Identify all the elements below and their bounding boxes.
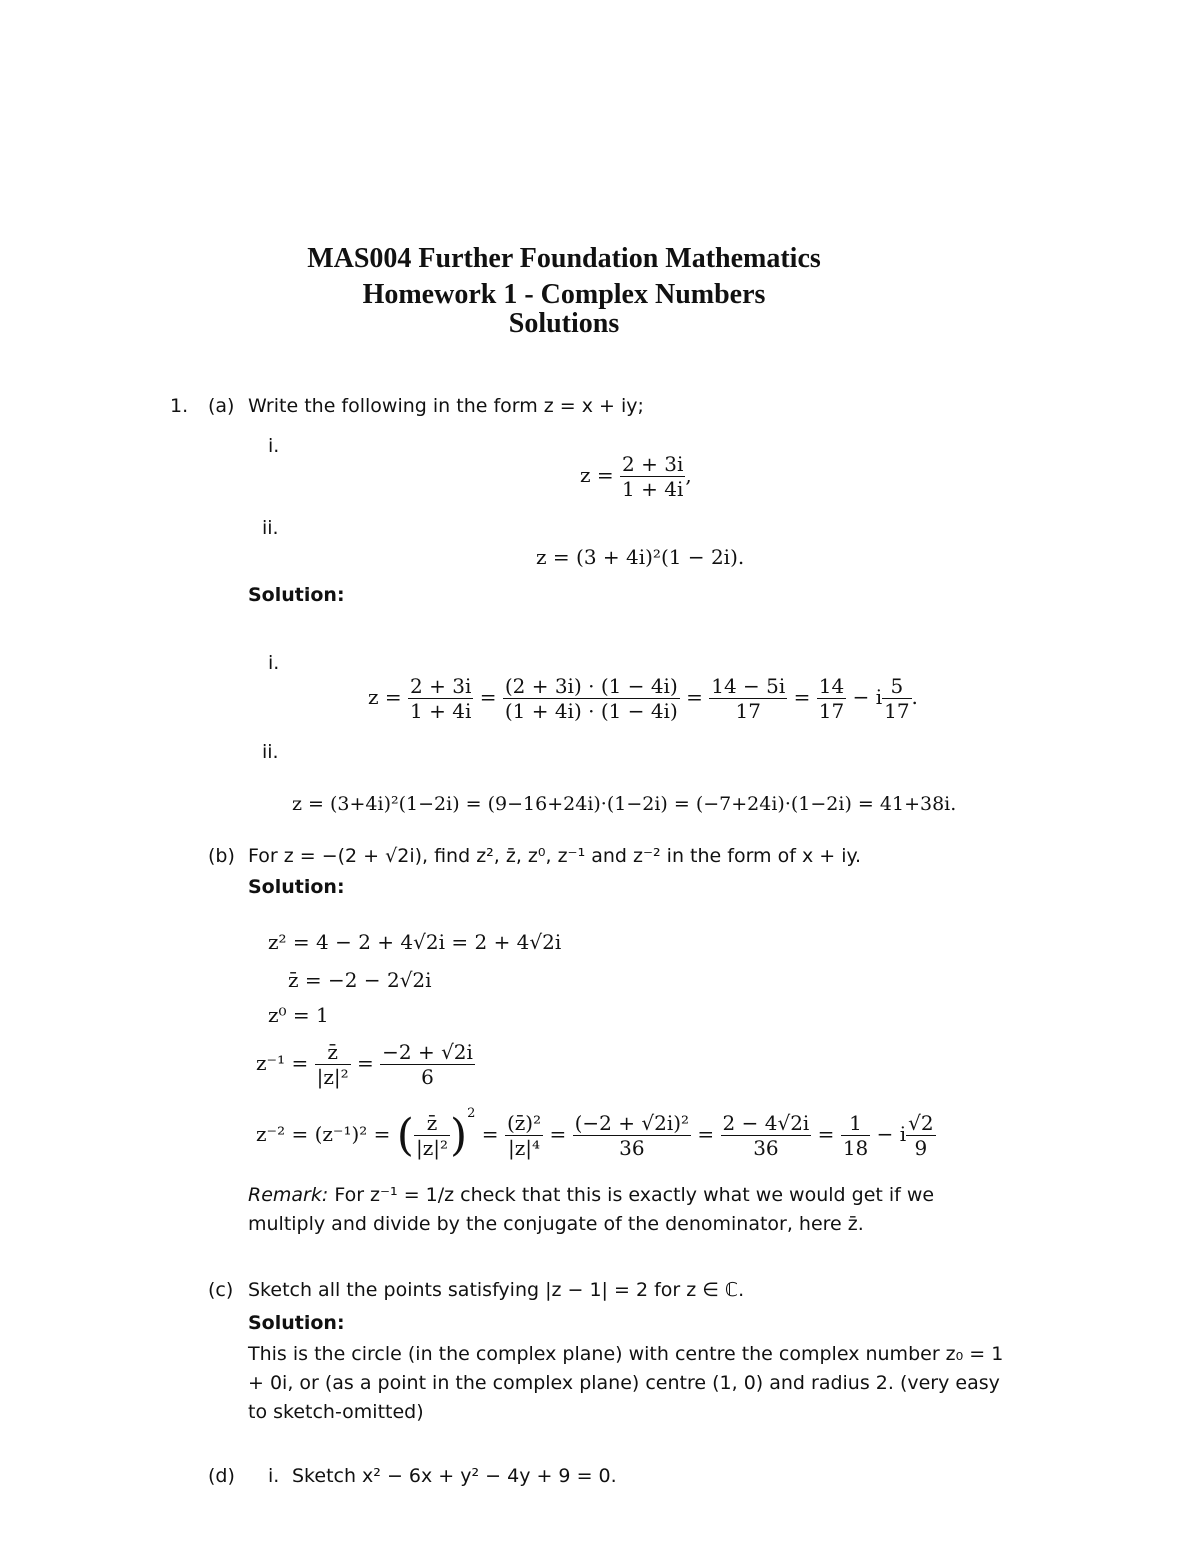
b-line5-f4-den: 18 xyxy=(842,1136,869,1160)
part-a-prompt: Write the following in the form z = x + iy; xyxy=(248,395,644,417)
part-c-solution-text: This is the circle (in the complex plane) with centre the complex number z₀ = 1 + 0i, or (as a point in the complex plane) centre (1, 0) and radius 2. (very easy to sketch-omitted) xyxy=(248,1343,1004,1423)
part-d-i-label: i. xyxy=(268,1465,280,1487)
sol-i-f2-num: (2 + 3i) · (1 − 4i) xyxy=(504,674,678,698)
b-line5-fraction-2 xyxy=(573,1111,691,1160)
b-line4-f2-den: 6 xyxy=(421,1065,434,1089)
b-line-2: z̄ = −2 − 2√2i xyxy=(288,968,432,992)
b-line4-f2-num: −2 + √2i xyxy=(382,1040,473,1064)
sol-i-fraction-4 xyxy=(817,674,846,723)
b-line5-fraction-3 xyxy=(721,1111,812,1160)
b-line4-fraction-1 xyxy=(315,1040,351,1089)
item-ii-label: ii. xyxy=(262,517,279,539)
solution-ii-expression: z = (3+4i)²(1−2i) = (9−16+24i)·(1−2i) = (−7+24i)·(1−2i) = 41+38i. xyxy=(292,793,957,815)
part-d-prompt: Sketch x² − 6x + y² − 4y + 9 = 0. xyxy=(292,1465,617,1487)
b-line5-exponent: 2 xyxy=(467,1106,476,1121)
b-line5-f1-num: (z̄)² xyxy=(506,1111,542,1135)
page-subtitle: Homework 1 - Complex Numbers xyxy=(362,279,766,310)
left-paren: ( xyxy=(396,1110,414,1161)
expr-i-denominator: 1 + 4i xyxy=(622,477,684,501)
part-b-prompt: For z = −(2 + √2i), find z², z̄, z⁰, z⁻¹ and z⁻² in the form of x + iy. xyxy=(248,845,862,867)
b-line4-fraction-2 xyxy=(380,1040,475,1089)
b-line5-f3-den: 36 xyxy=(753,1136,779,1160)
question-number: 1. xyxy=(170,395,189,417)
remark-line-2: multiply and divide by the conjugate of the denominator, here z̄. xyxy=(248,1213,864,1235)
b-line5-fraction-4 xyxy=(841,1111,870,1160)
sol-i-f4-num: 14 xyxy=(818,674,845,698)
sol-i-f1-num: 2 + 3i xyxy=(410,674,472,698)
sol-i-fraction-3 xyxy=(709,674,787,723)
part-c-label: (c) xyxy=(208,1279,234,1301)
expression-i xyxy=(580,452,692,501)
sol-i-fraction-5 xyxy=(882,674,911,723)
item-i-label: i. xyxy=(268,435,280,457)
b-line-4: z⁻¹ = $\frac{z̄}{\text{|z|²}}$ = $\frac{-2 + √2i}{6}$ xyxy=(256,1040,473,1089)
b-line5-minus-i: − i xyxy=(876,1122,907,1146)
expr-i-tail: , xyxy=(685,463,692,487)
part-c-prompt: Sketch all the points satisfying |z − 1| = 2 for z ∈ ℂ. xyxy=(248,1279,745,1301)
sol-i-f4-den: 17 xyxy=(818,699,845,723)
sol-i-f3-den: 17 xyxy=(735,699,761,723)
b-line5-f1-den: |z|⁴ xyxy=(508,1136,541,1160)
remark-line-1 xyxy=(248,1184,934,1206)
solution-i-expression: z = $\frac{2 + 3i}{1 + 4i}$ = $\frac{(2 + 3i) \cdot (1 - 4i)}{(1 + 4i) \cdot (1 - 4i)}$ = $\frac{14 - 5i}{17}$ = $\frac{14}{17}$ − i $\frac{5}{17}$ . xyxy=(368,674,918,723)
b-line5-f2-num: (−2 + √2i)² xyxy=(574,1111,690,1135)
b-line5-fraction-5 xyxy=(906,1111,935,1160)
b-line4-f1-num: z̄ xyxy=(315,1040,351,1065)
part-b-label: (b) xyxy=(208,845,235,867)
b-line5-f5-num: √2 xyxy=(908,1111,934,1135)
expression-ii: z = (3 + 4i)²(1 − 2i). xyxy=(536,545,745,569)
solution-label-c: Solution: xyxy=(248,1312,345,1334)
sol-i-minus-i: − i xyxy=(852,685,883,709)
solution-ii-label: ii. xyxy=(262,741,279,763)
b-line4-f1-den: |z|² xyxy=(316,1065,349,1089)
remark-text-1: For z⁻¹ = 1/z check that this is exactly what we would get if we xyxy=(334,1184,935,1206)
b-line5-fraction-1 xyxy=(505,1111,543,1160)
b-line-3: z⁰ = 1 xyxy=(268,1003,329,1027)
part-d-label: (d) xyxy=(208,1465,235,1487)
solution-label-b: Solution: xyxy=(248,876,345,898)
b-line-5: z⁻² = (z⁻¹)² = ( $\frac{z̄}{\text{|z|²}}$ )$^2$ = $\frac{\text{(z̄)²}}{\text{|z|⁴}}$ = $\frac{\text{(−2 + √2i)²}}{36}$ = $\frac{2 - 4√2i}{36}$ = $\frac{1}{18}$ − i $\frac{√2}{9}$ xyxy=(256,1106,934,1161)
sol-i-z: z = xyxy=(368,685,402,709)
sol-i-f5-num: 5 xyxy=(882,674,911,699)
b-line5-f2-den: 36 xyxy=(619,1136,645,1160)
right-paren: ) xyxy=(450,1110,468,1161)
expr-i-numerator: 2 + 3i xyxy=(622,452,684,476)
sol-i-f2-den: (1 + 4i) · (1 − 4i) xyxy=(504,699,678,723)
sol-i-f3-num: 14 − 5i xyxy=(711,674,786,698)
sol-i-fraction-1 xyxy=(408,674,473,723)
b-line5-f3-num: 2 − 4√2i xyxy=(722,1111,810,1135)
b-line5-lhs: z⁻² = (z⁻¹)² = xyxy=(256,1122,391,1146)
page-title: MAS004 Further Foundation Mathematics xyxy=(307,243,821,274)
solution-i-label: i. xyxy=(268,652,280,674)
b-line5-f5-den: 9 xyxy=(914,1136,928,1160)
b-line4-lhs: z⁻¹ = xyxy=(256,1051,309,1075)
b-line5-paren-num: z̄ xyxy=(414,1111,450,1136)
b-line5-paren-den: |z|² xyxy=(415,1136,448,1160)
expr-i-fraction xyxy=(620,452,685,501)
remark-label: Remark: xyxy=(248,1184,329,1206)
solution-label-a: Solution: xyxy=(248,584,345,606)
b-line5-paren-fraction xyxy=(414,1111,450,1160)
expr-i-lhs: z = xyxy=(580,463,614,487)
b-line-1: z² = 4 − 2 + 4√2i = 2 + 4√2i xyxy=(268,930,562,954)
b-line5-f4-num: 1 xyxy=(841,1111,870,1136)
sol-i-f1-den: 1 + 4i xyxy=(410,699,472,723)
sol-i-fraction-2 xyxy=(503,674,680,723)
sol-i-f5-den: 17 xyxy=(884,699,910,723)
part-a-label: (a) xyxy=(208,395,235,417)
page-subtitle-solutions: Solutions xyxy=(508,308,620,339)
